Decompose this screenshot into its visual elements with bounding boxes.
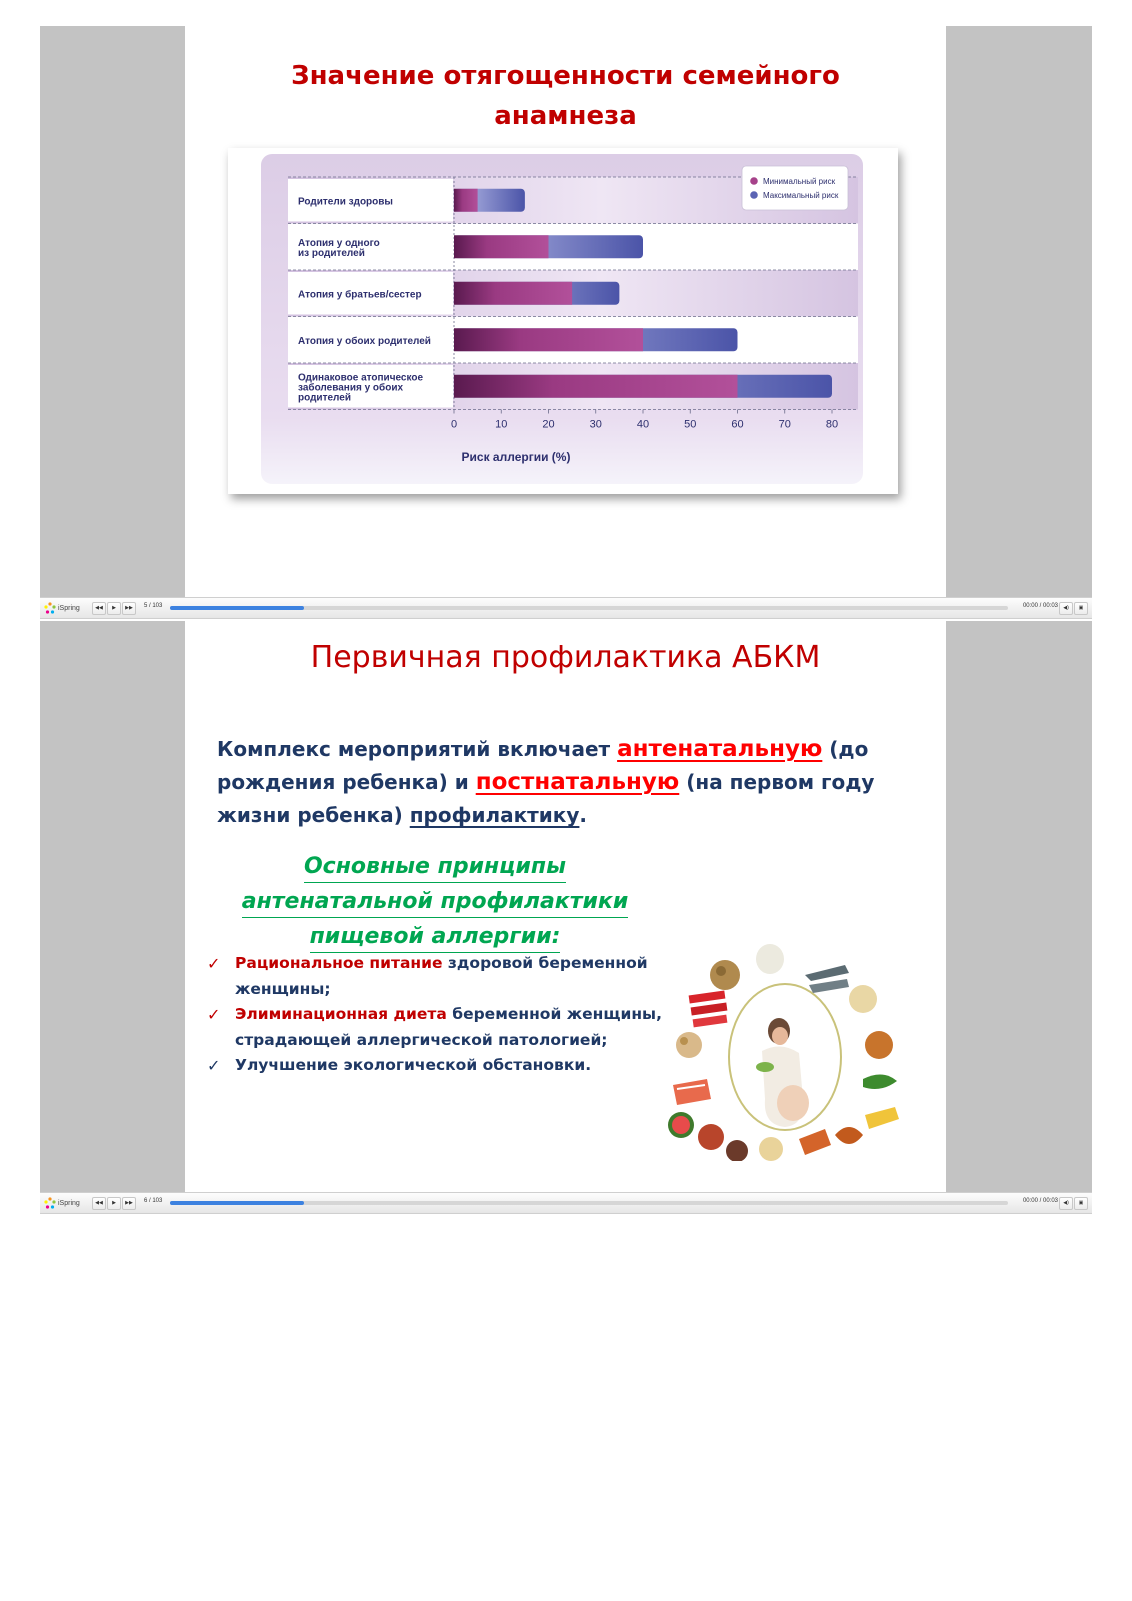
intro-text: (на первом году жизни ребенка) xyxy=(217,770,875,827)
progress-track[interactable] xyxy=(170,606,1008,610)
legend-swatch xyxy=(750,191,758,199)
principles-heading xyxy=(225,849,645,954)
slide-title: Первичная профилактика АБКМ xyxy=(310,640,821,675)
intro-text: . xyxy=(579,803,588,827)
progress-fill xyxy=(170,606,304,610)
slide-title xyxy=(185,56,946,136)
food-circle-image xyxy=(667,939,903,1161)
x-tick-label: 30 xyxy=(589,418,602,431)
player-control-bar xyxy=(40,1192,1092,1214)
legend-label: Минимальный риск xyxy=(763,177,836,186)
logo-text: iSpring xyxy=(58,604,80,612)
x-tick-label: 10 xyxy=(495,418,508,431)
slide-counter: 5 / 103 xyxy=(144,603,163,609)
intro-text: (до рождения ребенка) и xyxy=(217,737,869,794)
ispring-logo-icon xyxy=(44,602,56,614)
principles-line-1: Основные принципы xyxy=(304,851,566,883)
slide-stage xyxy=(40,621,1092,1192)
time-display: 00:00 / 00:03 xyxy=(1022,1198,1058,1204)
bar-min-risk xyxy=(454,235,549,258)
volume-icon[interactable]: ◀) xyxy=(1059,602,1073,615)
player-control-bar xyxy=(40,597,1092,619)
bullet-text: здоровой беременной женщины; xyxy=(235,954,648,998)
title-line-1: Значение отягощенности семейного xyxy=(291,61,840,91)
progress-fill xyxy=(170,1201,304,1205)
bar-min-risk xyxy=(454,328,643,351)
chart-svg xyxy=(228,148,898,494)
bullet-highlight: Рациональное питание xyxy=(235,954,443,972)
slide-5 xyxy=(185,26,946,597)
bullet-text: беременной женщины, страдающей аллергической патологией; xyxy=(235,1005,662,1049)
first-slide-button[interactable]: ◀◀ xyxy=(92,602,106,615)
category-label: Одинаковое атопическое заболевания у обоих родителей xyxy=(298,372,424,404)
slide-player-1 xyxy=(40,26,1092,618)
slide-counter: 6 / 103 xyxy=(144,1198,163,1204)
next-slide-button[interactable]: ▶▶ xyxy=(122,602,136,615)
x-tick-label: 20 xyxy=(542,418,555,431)
x-tick-label: 80 xyxy=(825,418,839,431)
allergy-risk-chart xyxy=(228,148,898,494)
intro-text: Комплекс мероприятий включает xyxy=(217,737,618,761)
principles-list xyxy=(207,951,667,1079)
ispring-logo-icon xyxy=(44,1197,56,1209)
slide-stage xyxy=(40,26,1092,597)
category-label: Атопия у одного из родителей xyxy=(298,237,380,259)
x-tick-label: 50 xyxy=(684,418,697,431)
category-label: Родители здоровы xyxy=(298,196,393,208)
x-tick-label: 70 xyxy=(778,418,791,431)
next-slide-button[interactable]: ▶▶ xyxy=(122,1197,136,1210)
first-slide-button[interactable]: ◀◀ xyxy=(92,1197,106,1210)
principles-line-3: пищевой аллергии: xyxy=(310,921,561,953)
x-axis-label: Риск аллергии (%) xyxy=(461,450,571,464)
list-item xyxy=(207,1053,667,1079)
x-tick-label: 0 xyxy=(450,418,458,431)
x-tick-label: 40 xyxy=(636,418,650,431)
progress-track[interactable] xyxy=(170,1201,1008,1205)
time-display: 00:00 / 00:03 xyxy=(1022,603,1058,609)
slide-6 xyxy=(185,621,946,1192)
intro-paragraph xyxy=(217,733,877,832)
underlined-prophylaxis: профилактику xyxy=(409,803,580,827)
logo-text: iSpring xyxy=(58,1199,80,1207)
list-item xyxy=(207,1002,667,1053)
volume-icon[interactable]: ◀) xyxy=(1059,1197,1073,1210)
checkmark-icon: ✓ xyxy=(207,1056,221,1075)
play-button[interactable]: ▶ xyxy=(107,1197,121,1210)
highlight-antenatal: антенатальную xyxy=(617,736,823,762)
title-line-2: анамнеза xyxy=(494,101,637,131)
fullscreen-icon[interactable]: ▣ xyxy=(1074,602,1088,615)
ispring-logo xyxy=(44,1196,80,1210)
fullscreen-icon[interactable]: ▣ xyxy=(1074,1197,1088,1210)
category-label: Атопия у обоих родителей xyxy=(298,335,431,347)
bullet-highlight: Элиминационная диета xyxy=(235,1005,447,1023)
checkmark-icon: ✓ xyxy=(207,954,221,973)
bar-min-risk xyxy=(454,282,572,305)
ispring-logo xyxy=(44,601,80,615)
x-tick-label: 60 xyxy=(731,418,744,431)
legend-swatch xyxy=(750,177,758,185)
highlight-postnatal: постнатальную xyxy=(475,769,680,795)
principles-line-2: антенатальной профилактики xyxy=(242,886,628,918)
bar-min-risk xyxy=(454,189,478,212)
category-label: Атопия у братьев/сестер xyxy=(298,289,422,301)
slide-player-2 xyxy=(40,621,1092,1213)
play-button[interactable]: ▶ xyxy=(107,602,121,615)
legend-label: Максимальный риск xyxy=(763,191,839,200)
list-item xyxy=(207,951,667,1002)
bullet-text: Улучшение экологической обстановки. xyxy=(235,1056,592,1074)
bar-min-risk xyxy=(454,375,738,398)
checkmark-icon: ✓ xyxy=(207,1005,221,1024)
legend-box xyxy=(742,166,848,210)
